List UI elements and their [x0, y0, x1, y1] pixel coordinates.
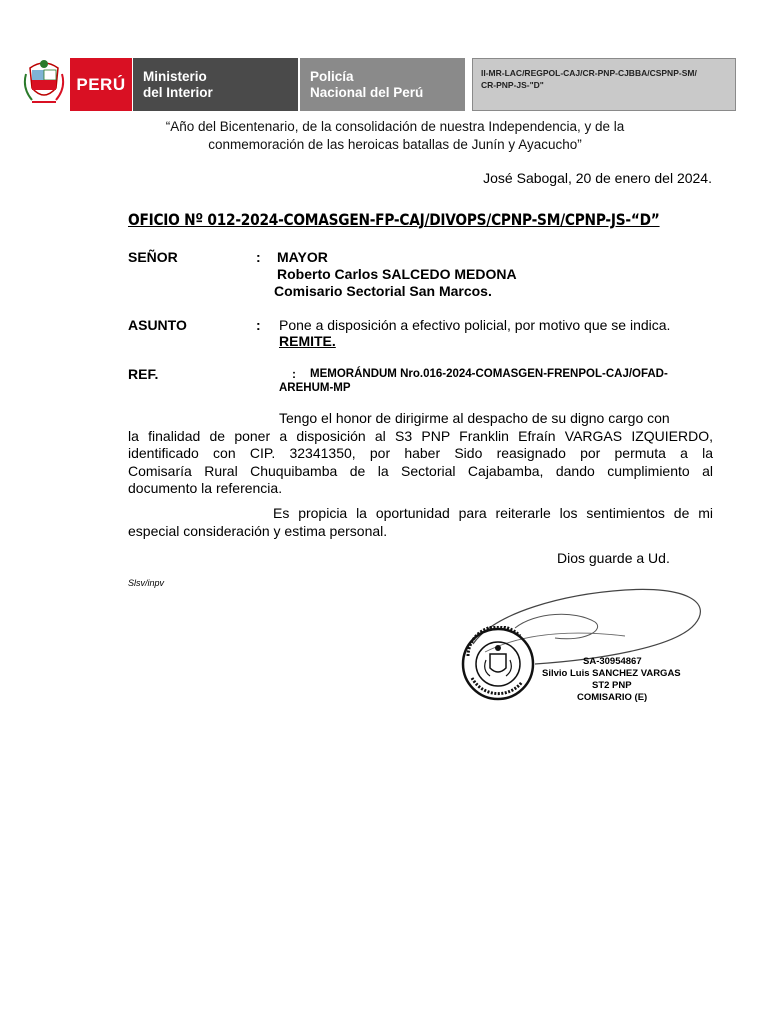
ministerio-block — [133, 58, 298, 111]
document-code-block — [472, 58, 736, 111]
asunto-text: Pone a disposición a efectivo policial, por motivo que se indica. — [279, 317, 671, 333]
year-motto-line2: conmemoración de las heroicas batallas de Junín y Ayacucho” — [208, 137, 582, 152]
senor-colon: : — [256, 249, 261, 265]
police-stamp-icon — [460, 626, 536, 702]
signer-post: COMISARIO (E) — [577, 692, 648, 703]
year-motto-line1: “Año del Bicentenario, de la consolidación de nuestra Independencia, y de la — [165, 119, 625, 134]
p1-line5: documento la referencia. — [128, 480, 283, 496]
asunto-colon: : — [256, 317, 261, 333]
senor-rank: MAYOR — [277, 249, 328, 265]
senor-name: Roberto Carlos SALCEDO MEDONA — [277, 266, 517, 282]
initials: Slsv/inpv — [128, 578, 165, 588]
peru-coat-of-arms-icon — [22, 58, 66, 110]
p1-line3: identificado con CIP. 32341350, por haber Sido reasignado por permuta a la — [128, 445, 713, 461]
ref-text-line1: MEMORÁNDUM Nro.016-2024-COMASGEN-FRENPOL-CAJ/OFAD- — [310, 368, 668, 380]
signer-cip: SA-30954867 — [583, 656, 642, 667]
policia-line1: Policía — [310, 69, 354, 84]
code-line1: II-MR-LAC/REGPOL-CAJ/CR-PNP-CJBBA/CSPNP-SM/ — [481, 68, 697, 78]
year-motto — [120, 118, 670, 154]
p1-line2: la finalidad de poner a disposición al S3 PNP Franklin Efraín VARGAS IZQUIERDO, — [128, 427, 713, 444]
date-line: José Sabogal, 20 de enero del 2024. — [483, 170, 712, 186]
ministerio-line1: Ministerio — [143, 69, 207, 84]
senor-label: SEÑOR — [128, 249, 178, 265]
peru-logo-block — [70, 58, 132, 111]
ref-label: REF. — [128, 366, 159, 382]
ministerio-line2: del Interior — [143, 85, 213, 100]
p2-line1: Es propicia la oportunidad para reiterarle los sentimientos de mi — [273, 505, 713, 521]
policia-block — [300, 58, 465, 111]
p1-line1: Tengo el honor de dirigirme al despacho de su digno cargo con — [279, 410, 670, 426]
body-paragraph-1 — [128, 410, 713, 498]
signature-block — [455, 572, 713, 704]
closing: Dios guarde a Ud. — [557, 550, 670, 566]
signer-name: Silvio Luis SANCHEZ VARGAS — [542, 668, 681, 679]
code-line2: CR-PNP-JS-"D" — [481, 80, 544, 90]
ref-colon: : — [292, 367, 296, 381]
p2-line2: especial consideración y estima personal. — [128, 522, 388, 539]
asunto-label: ASUNTO — [128, 317, 187, 333]
signer-rank: ST2 PNP — [592, 680, 632, 691]
asunto-remite: REMITE. — [279, 333, 336, 349]
p1-line4: Comisaría Rural Chuquibamba de la Sectorial Cajabamba, dando cumplimiento al — [128, 462, 713, 479]
oficio-title: OFICIO Nº 012-2024-COMASGEN-FP-CAJ/DIVOPS/CPNP-SM/CPNP-JS-“D” — [128, 210, 660, 229]
body-paragraph-2 — [128, 505, 713, 540]
ref-text-line2: AREHUM-MP — [279, 382, 351, 394]
peru-label: PERÚ — [76, 74, 126, 94]
policia-line2: Nacional del Perú — [310, 85, 424, 100]
senor-position: Comisario Sectorial San Marcos. — [274, 283, 492, 299]
